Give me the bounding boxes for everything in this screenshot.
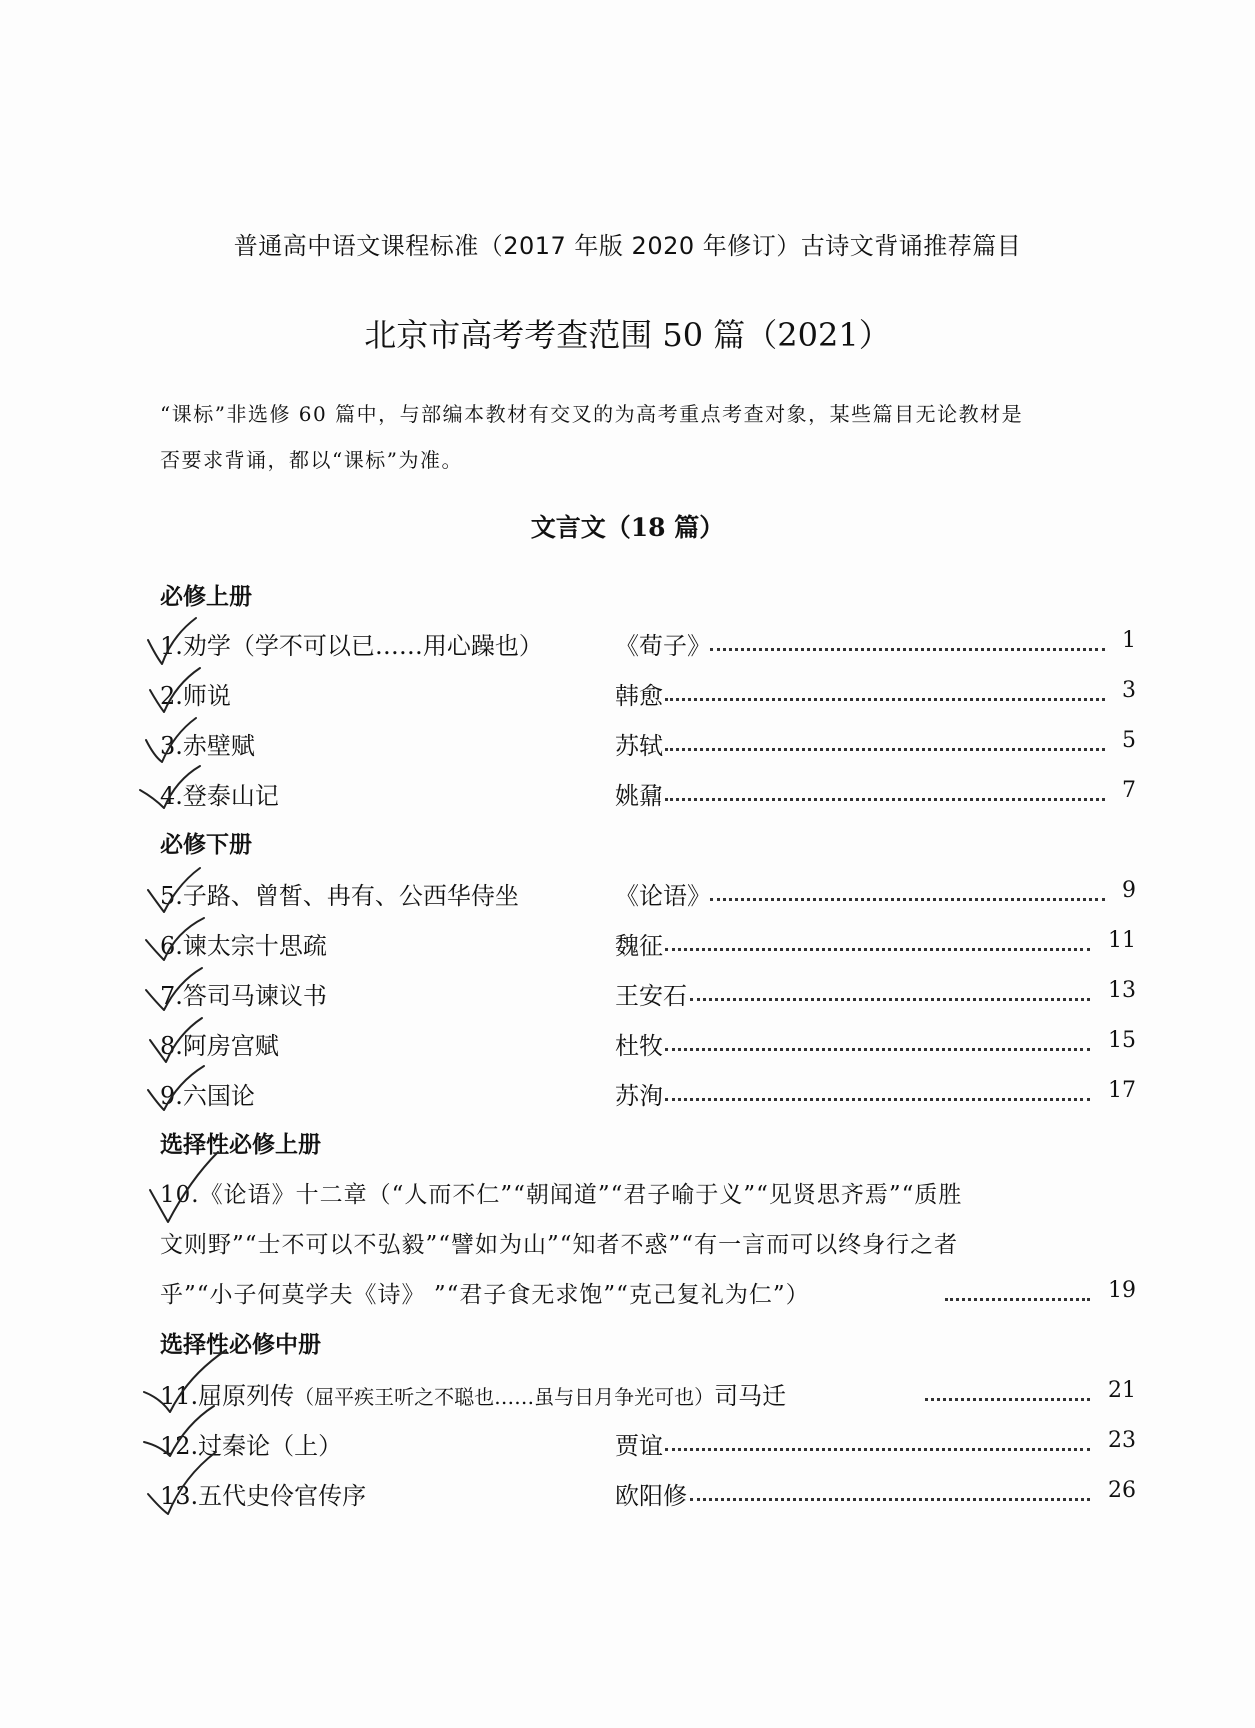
toc-leader-dots	[925, 1398, 1090, 1401]
toc-item-title: 2.师说	[160, 682, 231, 710]
toc-item-page: 17	[1108, 1078, 1136, 1103]
toc-item-title	[160, 1376, 786, 1411]
section-heading: 文言文（18 篇）	[530, 513, 725, 542]
toc-item-page: 13	[1108, 978, 1136, 1003]
toc-leader-dots	[665, 1098, 1090, 1101]
toc-leader-dots	[945, 1298, 1090, 1301]
toc-item-title: 4.登泰山记	[160, 782, 279, 810]
toc-item-title: 13.五代史伶官传序	[160, 1482, 367, 1510]
toc-item-author: 杜牧	[615, 1032, 663, 1060]
group-heading: 选择性必修上册	[160, 1132, 321, 1158]
toc-item-page: 7	[1122, 778, 1136, 803]
toc-item-11-author: 司马迁	[714, 1382, 787, 1410]
toc-item-page: 9	[1122, 878, 1136, 903]
toc-leader-dots	[665, 1448, 1090, 1451]
toc-leader-dots	[665, 1048, 1090, 1051]
toc-leader-dots	[665, 798, 1105, 801]
group-heading: 必修下册	[160, 832, 252, 858]
toc-item-author: 姚鼐	[615, 782, 663, 810]
document-subtitle: 普通高中语文课程标准（2017 年版 2020 年修订）古诗文背诵推荐篇目	[233, 232, 1022, 260]
toc-item-10-line-3: 乎”“小子何莫学夫《诗》 ”“君子食无求饱”“克己复礼为仁”）	[160, 1282, 810, 1308]
intro-line-2: 否要求背诵，都以“课标”为准。	[160, 448, 463, 472]
toc-item-author: 《论语》	[615, 882, 711, 910]
toc-leader-dots	[665, 748, 1105, 751]
toc-item-page: 26	[1108, 1478, 1136, 1503]
toc-item-author: 贾谊	[615, 1432, 663, 1460]
document-title: 北京市高考考查范围 50 篇（2021）	[364, 316, 891, 354]
toc-item-title: 7.答司马谏议书	[160, 982, 327, 1010]
toc-leader-dots	[710, 648, 1105, 651]
toc-item-author: 韩愈	[615, 682, 663, 710]
toc-item-author: 苏洵	[615, 1082, 663, 1110]
toc-item-10-line-2: 文则野”“士不可以不弘毅”“譬如为山”“知者不惑”“有一言而可以终身行之者	[160, 1232, 959, 1258]
toc-item-title: 8.阿房宫赋	[160, 1032, 279, 1060]
group-heading: 选择性必修中册	[160, 1332, 321, 1358]
toc-item-title: 12.过秦论（上）	[160, 1432, 343, 1460]
toc-item-11-prefix: 11.屈原列传	[160, 1382, 295, 1410]
toc-item-author: 魏征	[615, 932, 663, 960]
toc-item-author: 欧阳修	[615, 1482, 687, 1510]
toc-leader-dots	[690, 1498, 1090, 1501]
toc-item-page: 15	[1108, 1028, 1136, 1053]
toc-item-page: 11	[1108, 928, 1136, 953]
toc-item-title: 6.谏太宗十思疏	[160, 932, 327, 960]
toc-leader-dots	[665, 948, 1090, 951]
toc-leader-dots	[710, 898, 1105, 901]
toc-item-title: 1.劝学（学不可以已……用心躁也）	[160, 632, 543, 660]
intro-line-1: “课标”非选修 60 篇中，与部编本教材有交叉的为高考重点考查对象，某些篇目无论教材是	[160, 402, 1024, 426]
toc-item-author: 苏轼	[615, 732, 663, 760]
toc-item-page: 19	[1108, 1278, 1136, 1303]
group-heading: 必修上册	[160, 584, 252, 610]
toc-item-10-line-1: 10.《论语》十二章（“人而不仁”“朝闻道”“君子喻于义”“见贤思齐焉”“质胜	[160, 1182, 963, 1208]
toc-leader-dots	[690, 998, 1090, 1001]
toc-item-page: 21	[1108, 1378, 1136, 1403]
toc-item-page: 23	[1108, 1428, 1136, 1453]
toc-item-author: 王安石	[615, 982, 687, 1010]
toc-item-page: 5	[1122, 728, 1136, 753]
toc-item-page: 1	[1122, 628, 1136, 653]
toc-leader-dots	[665, 698, 1105, 701]
toc-item-title: 5.子路、曾皙、冉有、公西华侍坐	[160, 882, 519, 910]
toc-item-page: 3	[1122, 678, 1136, 703]
toc-item-11-note: （屈平疾王听之不聪也……虽与日月争光可也）	[294, 1385, 715, 1409]
toc-item-title: 9.六国论	[160, 1082, 255, 1110]
toc-item-title: 3.赤壁赋	[160, 732, 255, 760]
toc-item-author: 《荀子》	[615, 632, 711, 660]
